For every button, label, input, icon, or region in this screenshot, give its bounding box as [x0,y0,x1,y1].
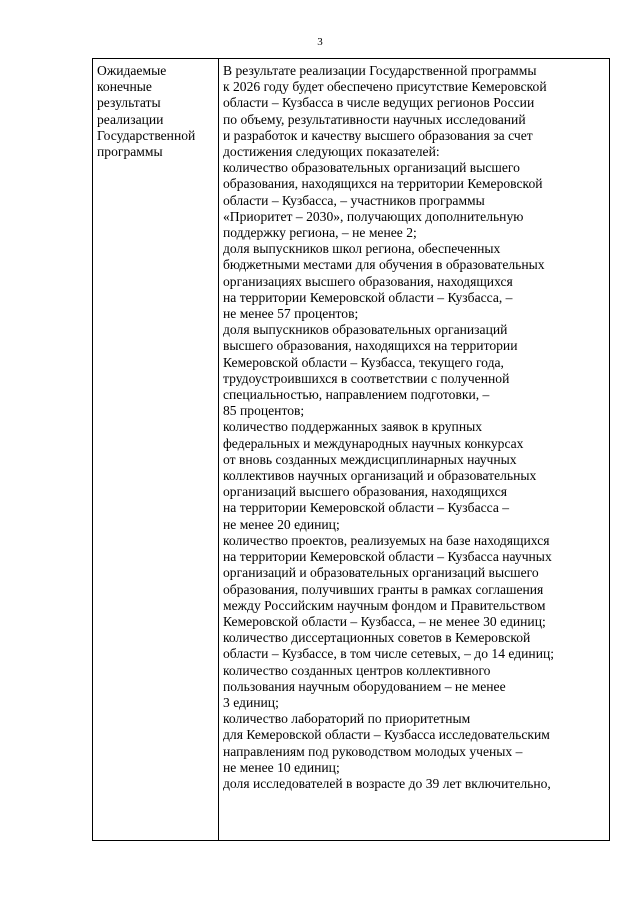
body-line: количество образовательных организаций высшего [223,160,520,176]
body-line: образования, получивших гранты в рамках соглашения [223,581,544,597]
body-line: В результате реализации Государственной программы [223,63,537,78]
page-number: 3 [317,36,323,48]
body-line: по объему, результативности научных исследований [223,111,526,127]
body-line: 3 единиц; [223,694,279,710]
body-line: бюджетными местами для обучения в образовательных [223,257,545,273]
body-line: между Российским научным фондом и Правительством [223,597,546,613]
body-line: доля выпускников образовательных организаций [223,322,508,338]
body-line: достижения следующих показателей: [223,144,440,160]
body-line: 85 процентов; [223,403,305,419]
body-line: области – Кузбассе, в том числе сетевых, – до 14 единиц; [223,646,555,662]
body-line: на территории Кемеровской области – Кузбасса – [223,500,510,516]
body-line: количество проектов, реализуемых на базе находящихся [223,532,550,548]
body-line: трудоустроившихся в соответствии с полученной [223,370,510,386]
body-line: специальностью, направлением подготовки, – [223,387,490,403]
body-line: на территории Кемеровской области – Кузбасса научных [223,549,552,565]
body-line: высшего образования, находящихся на территории [223,338,518,354]
body-line: не менее 57 процентов; [223,306,359,322]
body-line: организаций высшего образования, находящихся [223,484,507,500]
body-line: направлениям под руководством молодых ученых – [223,743,523,759]
label-line: Ожидаемые [97,63,167,78]
body-line: «Приоритет – 2030», получающих дополнительную [223,208,524,224]
body-line: федеральных и международных научных конкурсах [223,435,524,451]
body-line: организаций и образовательных организаций высшего [223,565,539,581]
body-line: и разработок и качеству высшего образования за счет [223,127,533,143]
row-content-cell [219,59,610,841]
body-line: поддержку региона, – не менее 2; [223,225,417,241]
label-line: Государственной [97,127,196,143]
body-line: пользования научным оборудованием – не менее [223,678,506,694]
body-line: Кемеровской области – Кузбасса, текущего года, [223,354,504,370]
body-line: образования, находящихся на территории Кемеровской [223,176,543,192]
label-line: реализации [97,111,164,127]
body-line: количество созданных центров коллективного [223,662,491,678]
body-line: количество поддержанных заявок в крупных [223,419,483,435]
row-label-cell [93,59,219,841]
body-line: количество диссертационных советов в Кемеровской [223,630,531,646]
body-line: организациях высшего образования, находящихся [223,273,513,289]
document-table [92,58,610,841]
label-line: программы [97,144,163,160]
label-line: конечные [97,79,152,95]
body-line: не менее 20 единиц; [223,516,340,532]
body-line: не менее 10 единиц; [223,759,340,775]
body-line: области – Кузбасса, – участников программы [223,192,485,208]
body-line: доля выпускников школ региона, обеспеченных [223,241,501,257]
body-line: количество лабораторий по приоритетным [223,711,471,727]
body-line: от вновь созданных междисциплинарных научных [223,451,517,467]
body-line: доля исследователей в возрасте до 39 лет включительно, [223,775,551,791]
body-line: Кемеровской области – Кузбасса, – не менее 30 единиц; [223,613,546,629]
table-row [93,59,610,841]
body-line: к 2026 году будет обеспечено присутствие Кемеровской [223,79,547,95]
body-line: области – Кузбасса в числе ведущих регионов России [223,95,535,111]
body-line: коллективов научных организаций и образовательных [223,468,537,484]
body-line: на территории Кемеровской области – Кузбасса, – [223,289,513,305]
label-line: результаты [97,95,161,111]
body-line: для Кемеровской области – Кузбасса исследовательским [223,727,550,743]
